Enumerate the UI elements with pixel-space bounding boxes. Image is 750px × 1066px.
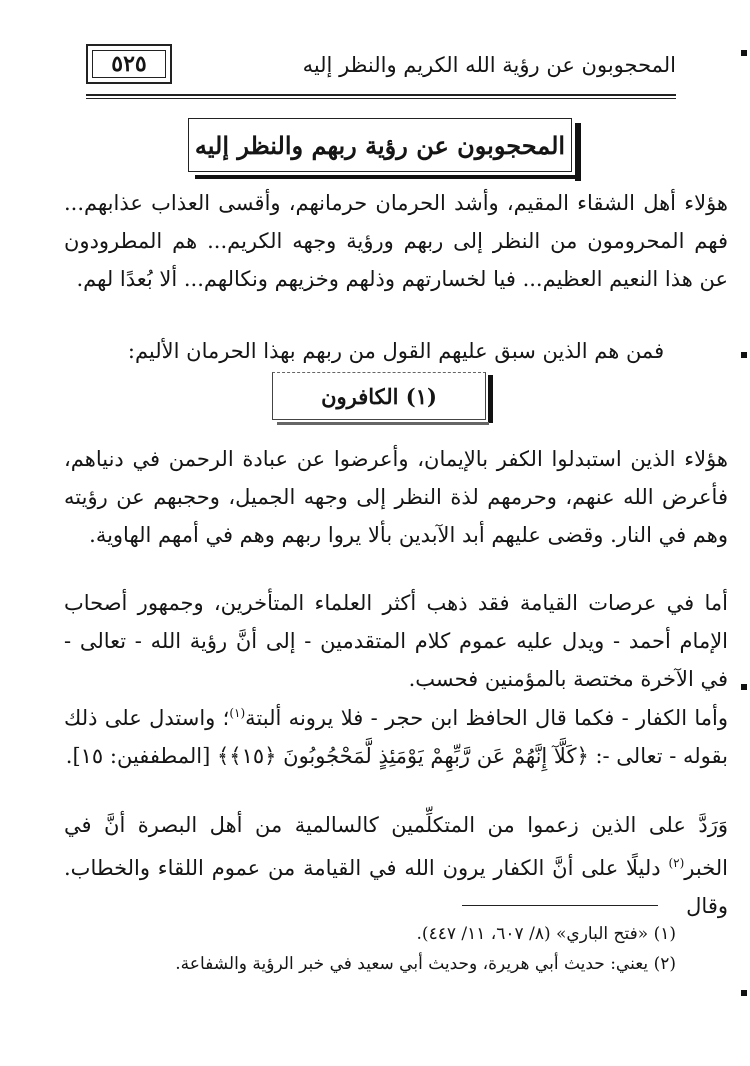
paragraph-intro: هؤلاء أهل الشقاء المقيم، وأشد الحرمان حرمانهم، وأقسى العذاب عذابهم... فهم المحرومون من النظر إلى ربهم ورؤية وجهه الكريم... هم المطرودون عن هذا النعيم العظيم... فيا لخسارتهم وذلهم وخزيهم ونكالهم... ألا بُعدًا لهم. [64,191,728,291]
p5-text-start: وأما الكفار - فكما قال الحافظ ابن حجر - فلا يرونه ألبتة [245,706,729,730]
ayah-reference: [المطففين: ١٥]. [65,744,217,768]
p6-text-start: وَرَدَّ على الذين زعموا من المتكلِّمين كالسالمية من أهل البصرة أنَّ في الخبر [64,813,728,880]
footnote-ref-1: (١) [229,706,246,720]
paragraph-ibn-hajar [64,694,728,775]
heading-shadow [195,175,579,179]
page-number-box [86,44,172,84]
sub-heading-side-bar [488,375,493,423]
scan-mark [741,990,747,996]
footnote-1: (١) «فتح الباري» (٨/ ٦٠٧، ١١/ ٤٤٧). [416,924,676,944]
scan-mark [741,352,747,358]
p6-text-end: دليلًا على أنَّ الكفار يرون الله في القيامة من عموم اللقاء والخطاب. وقال [64,856,728,918]
footnote-ref-2: (٢) [668,856,685,870]
paragraph-question: فمن هم الذين سبق عليهم القول من ربهم بهذا الحرمان الأليم: [127,339,665,363]
scan-mark [741,684,747,690]
page-header [86,38,676,94]
scan-mark [741,50,747,56]
footnote-2: (٢) يعني: حديث أبي هريرة، وحديث أبي سعيد في خبر الرؤية والشفاعة. [175,954,676,974]
page-number: ٥٢٥ [92,50,166,78]
sub-heading-shadow [277,422,489,425]
paragraph-resurrection: أما في عرصات القيامة فقد ذهب أكثر العلماء المتأخرين، وجمهور أصحاب الإمام أحمد - ويدل عليه عموم كلام المتقدمين - إلى أنَّ رؤية الله - تعالى - في الآخرة مختصة بالمؤمنين فحسب. [64,591,728,691]
header-rule [86,94,676,96]
quran-ayah: ﴿كَلَّآ إِنَّهُمْ عَن رَّبِّهِمْ يَوْمَئِذٍ لَّمَحْجُوبُونَ ﴿١٥﴾﴾ [217,744,589,768]
main-heading-box [188,118,572,172]
sub-heading: (١) الكافرون [321,383,437,409]
heading-side-bar [575,123,581,181]
paragraph-disbelievers: هؤلاء الذين استبدلوا الكفر بالإيمان، وأعرضوا عن عبادة الرحمن في دنياهم، فأعرض الله عنهم، وحرمهم لذة النظر إلى وجهه الجميل، وحجبهم عن رؤيته وهم في النار. وقضى عليهم أبد الآبدين بألا يروا ربهم وهم في أمهم الهاوية. [64,447,728,547]
running-title: المحجوبون عن رؤية الله الكريم والنظر إليه [302,53,676,77]
paragraph-refutation [64,806,728,925]
p5-text-middle: ؛ واستدل على ذلك بقوله - تعالى -: [64,706,728,768]
header-rule-thin [86,98,676,99]
main-heading: المحجوبون عن رؤية ربهم والنظر إليه [194,130,566,160]
sub-heading-box [272,372,486,420]
footnote-separator [462,905,658,906]
